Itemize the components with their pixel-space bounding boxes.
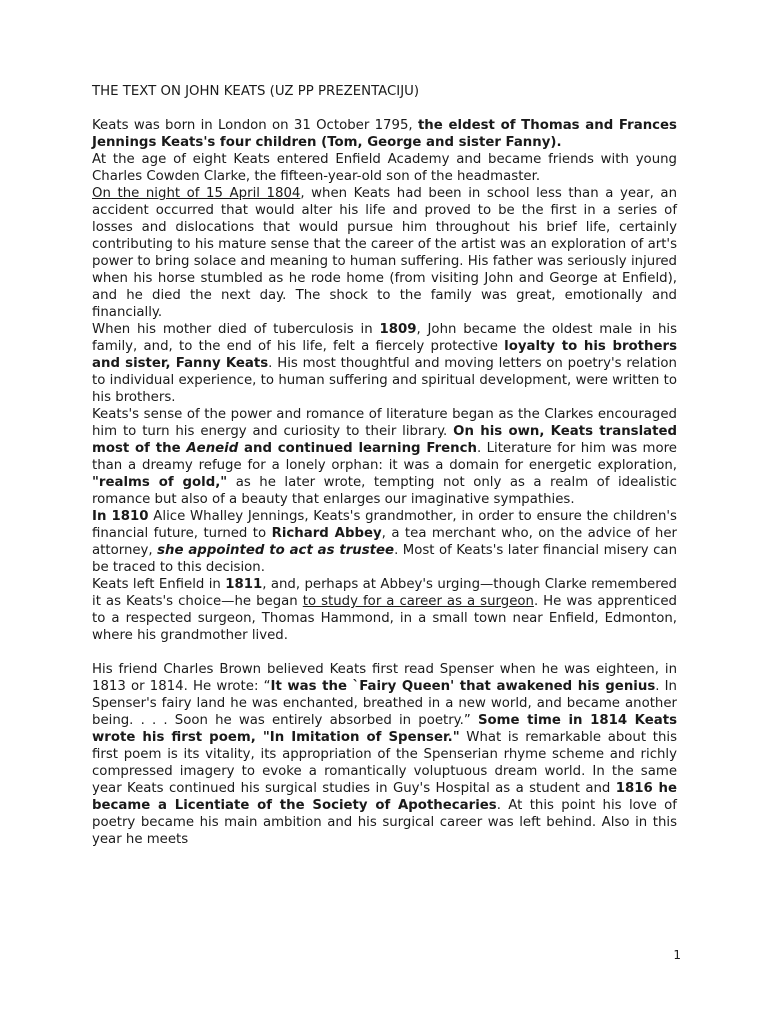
text: . Literature for him was more than a dreamy refuge for a lonely orphan: it was a domain for energetic exploration, (92, 441, 677, 473)
paragraph-accident (92, 185, 677, 321)
bold-italic-text: Aeneid (186, 441, 239, 456)
text: Alice Whalley Jennings, Keats's grandmother, in order to ensure the children's financial future, turned to (92, 509, 677, 541)
document-title: THE TEXT ON JOHN KEATS (UZ PP PREZENTACIJU) (92, 84, 420, 99)
text: . In Spenser's fairy land he was enchanted, breathed in a new world, and became another being. . . . Soon he was entirely absorbed in poetry.” (92, 679, 677, 728)
text: , John became the oldest male in his family, and, to the end of his life, felt a fiercely protective (92, 322, 677, 354)
bold-text: and continued learning French (238, 441, 477, 456)
bold-text: Richard Abbey (271, 526, 382, 541)
bold-text: In 1810 (92, 509, 149, 524)
underlined-text: to study for a career as a surgeon (302, 594, 534, 609)
document-page (92, 83, 677, 848)
paragraph-mother (92, 321, 677, 406)
text: His friend Charles Brown believed Keats first read Spenser when he was eighteen, in 1813 or 1814. He wrote: “ (92, 662, 677, 694)
bold-text: On his own, Keats translated most of the (92, 424, 677, 456)
text: . He was apprenticed to a respected surgeon, Thomas Hammond, in a small town near Enfield, Edmonton, where his grandmother lived. (92, 594, 677, 643)
text: Keats left Enfield in (92, 577, 226, 592)
text: Keats's sense of the power and romance of literature began as the Clarkes encouraged him to turn his energy and curiosity to their library. (92, 407, 677, 439)
underlined-text: On the night of 15 April 1804 (92, 186, 301, 201)
text: , and, perhaps at Abbey's urging—though Clarke remembered it as Keats's choice—he began (92, 577, 677, 609)
bold-text: 1811 (225, 577, 263, 592)
bold-text: 1809 (379, 322, 417, 337)
text: , when Keats had been in school less than a year, an accident occurred that would alter his life and proved to be the first in a series of losses and dislocations that would pursue him throughout his brief life, certainly contributing to his mature sense that the career of the artist was an exploration of art's power to bring solace and meaning to human suffering. His father was seriously injured when his horse stumbled as he rode home (from visiting John and George at Enfield), and he died the next day. The shock to the family was great, emotionally and financially. (92, 186, 677, 320)
text: . Most of Keats's later financial misery can be traced to this decision. (92, 543, 677, 575)
text: When his mother died of tuberculosis in (92, 322, 380, 337)
bold-text: the eldest of Thomas and Frances Jennings Keats's four children (Tom, George and sister Fanny). (92, 118, 677, 150)
bold-text: Some time in 1814 Keats wrote his first poem, "In Imitation of Spenser." (92, 713, 677, 745)
text: Keats was born in London on 31 October 1795, (92, 118, 418, 133)
paragraph-literature (92, 406, 677, 508)
text: . His most thoughtful and moving letters on poetry's relation to individual experience, to human suffering and spiritual development, were written to his brothers. (92, 356, 677, 405)
page-number: 1 (673, 948, 681, 962)
paragraph-birth (92, 117, 677, 151)
paragraph-gap (92, 644, 677, 661)
bold-text: loyalty to his brothers and sister, Fanny Keats (92, 339, 677, 371)
bold-text: It was the `Fairy Queen' that awakened his genius (270, 679, 656, 694)
paragraph-spenser (92, 661, 677, 848)
text: as he later wrote, tempting not only as a realm of idealistic romance but also of a beauty that enlarges our imaginative sympathies. (92, 475, 677, 507)
paragraph-surgeon (92, 576, 677, 644)
bold-text: 1816 he became a Licentiate of the Society of Apothecaries (92, 781, 678, 813)
text: What is remarkable about this first poem is its vitality, its appropriation of the Spenserian rhyme scheme and richly compressed imagery to evoke a romantically voluptuous dream world. In the same year Keats continued his surgical studies in Guy's Hospital as a student and (92, 730, 677, 796)
bold-text: "realms of gold," (92, 475, 228, 490)
text: , a tea merchant who, on the advice of her attorney, (92, 526, 677, 558)
bold-italic-text: she appointed to act as trustee (157, 543, 395, 558)
paragraph-enfield: At the age of eight Keats entered Enfield Academy and became friends with young Charles Cowden Clarke, the fifteen-year-old son of the headmaster. (92, 152, 677, 184)
text: . At this point his love of poetry became his main ambition and his surgical career was left behind. Also in this year he meets (92, 798, 677, 847)
paragraph-grandmother (92, 508, 677, 576)
